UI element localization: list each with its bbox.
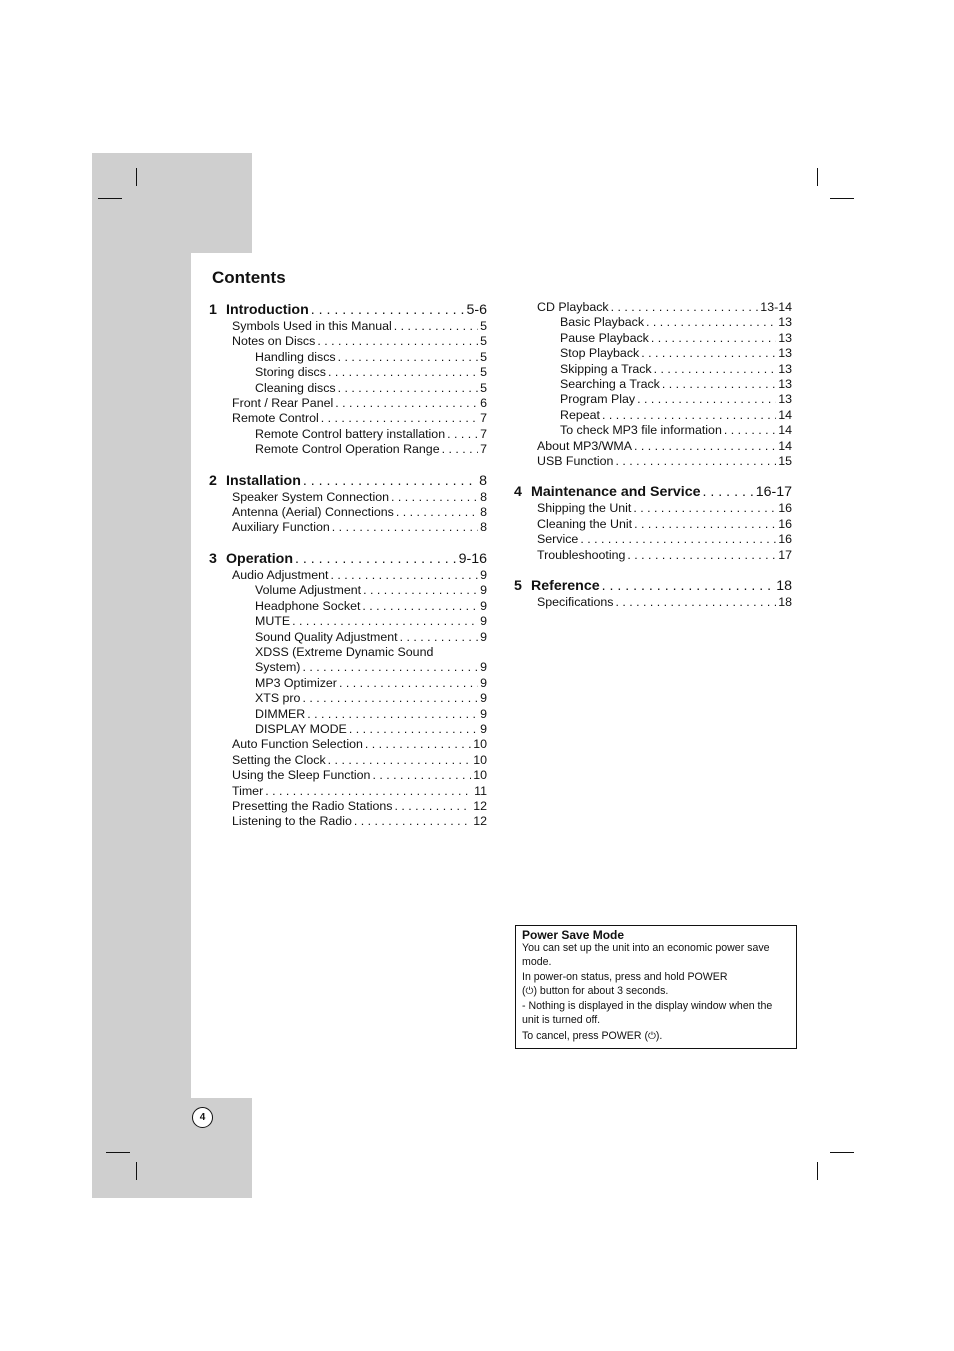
toc-page-number: 7 — [480, 411, 487, 426]
toc-entry-label: System) — [255, 660, 301, 675]
toc-section-number: 1 — [209, 302, 217, 318]
toc-entry-label: Notes on Discs — [232, 334, 316, 349]
toc-page-number: 5-6 — [466, 302, 487, 318]
toc-page-number: 9 — [480, 583, 487, 598]
toc-entry-label: Specifications — [537, 595, 614, 610]
toc-leader-dots — [302, 691, 478, 706]
toc-page-number: 5 — [480, 365, 487, 380]
toc-page-number: 5 — [480, 380, 487, 395]
toc-entry — [209, 645, 487, 660]
toc-leader-dots — [394, 319, 478, 334]
gray-margin-side — [92, 253, 191, 1098]
toc-page-number: 13 — [778, 377, 792, 392]
toc-entry — [514, 408, 792, 423]
toc-page-number: 9 — [480, 675, 487, 690]
toc-entry — [209, 319, 487, 334]
note-paragraph: - Nothing is displayed in the display window when the unit is turned off. — [522, 1000, 773, 1026]
toc-entry-label: Troubleshooting — [537, 547, 626, 562]
toc-section-heading — [514, 483, 792, 501]
page-number: 4 — [192, 1107, 213, 1128]
toc-entry — [514, 377, 792, 392]
toc-page-number: 15 — [778, 454, 792, 469]
toc-leader-dots — [321, 411, 478, 426]
toc-leader-dots — [363, 583, 478, 598]
toc-entry — [209, 520, 487, 535]
toc-entry-label: CD Playback — [537, 300, 609, 314]
toc-page-number: 14 — [778, 407, 792, 422]
toc-entry-label: Installation — [226, 472, 301, 489]
toc-entry-label: DISPLAY MODE — [255, 721, 347, 736]
toc-page-number: 9 — [480, 721, 487, 736]
toc-leader-dots — [311, 301, 465, 319]
toc-entry — [209, 396, 487, 411]
toc-leader-dots — [396, 505, 478, 520]
toc-leader-dots — [328, 753, 472, 768]
toc-entry — [209, 505, 487, 520]
toc-left-column — [209, 301, 487, 830]
crop-mark — [136, 168, 137, 186]
toc-leader-dots — [654, 362, 777, 377]
toc-leader-dots — [307, 707, 478, 722]
toc-entry-label: Pause Playback — [560, 330, 649, 345]
toc-page-number: 7 — [480, 426, 487, 441]
toc-leader-dots — [634, 439, 776, 454]
toc-entry-label: Handling discs — [255, 349, 336, 364]
toc-page-number: 11 — [474, 783, 487, 798]
toc-page-number: 12 — [473, 798, 487, 813]
crop-mark — [136, 1162, 137, 1180]
toc-entry-label: Symbols Used in this Manual — [232, 319, 392, 333]
crop-mark — [830, 1152, 854, 1153]
toc-leader-dots — [295, 550, 457, 568]
toc-leader-dots — [627, 548, 776, 563]
toc-page-number: 10 — [473, 737, 487, 752]
toc-section-heading — [209, 472, 487, 490]
toc-entry-label: MP3 Optimizer — [255, 675, 337, 690]
toc-leader-dots — [265, 784, 472, 799]
toc-entry — [209, 614, 487, 629]
toc-section-number: 2 — [209, 472, 217, 489]
toc-entry-label: Front / Rear Panel — [232, 396, 334, 411]
toc-page-number: 14 — [778, 423, 792, 438]
power-icon: ⏻ — [525, 985, 534, 997]
toc-section-heading — [514, 577, 792, 595]
toc-page-number: 9 — [480, 691, 487, 706]
toc-leader-dots — [292, 614, 478, 629]
toc-page-number: 13 — [778, 361, 792, 376]
toc-page-number: 8 — [480, 505, 487, 520]
toc-entry-label: Auxiliary Function — [232, 520, 330, 535]
toc-entry-label: To check MP3 file information — [560, 423, 722, 438]
toc-entry-label: Timer — [232, 783, 264, 798]
toc-leader-dots — [362, 599, 478, 614]
toc-leader-dots — [615, 454, 776, 469]
toc-entry-label: XTS pro — [255, 691, 301, 706]
toc-entry — [514, 392, 792, 407]
toc-entry-label: Shipping the Unit — [537, 501, 632, 516]
toc-leader-dots — [395, 799, 472, 814]
toc-page-number: 13 — [778, 315, 792, 330]
toc-entry — [209, 490, 487, 505]
crop-mark — [830, 198, 854, 199]
toc-entry-label: Remote Control Operation Range — [255, 442, 440, 457]
power-icon: ⏻ — [647, 1030, 656, 1042]
toc-entry — [209, 814, 487, 829]
toc-entry-label: Antenna (Aerial) Connections — [232, 505, 394, 520]
crop-mark — [817, 168, 818, 186]
toc-leader-dots — [633, 501, 776, 516]
toc-entry-label: XDSS (Extreme Dynamic Sound — [255, 644, 434, 659]
toc-leader-dots — [641, 346, 776, 361]
toc-leader-dots — [615, 595, 776, 610]
toc-page-number: 9 — [480, 598, 487, 613]
toc-entry — [514, 300, 792, 315]
toc-leader-dots — [354, 814, 471, 829]
toc-entry-label: DIMMER — [255, 706, 306, 721]
gray-margin-top — [92, 153, 252, 253]
toc-entry — [209, 568, 487, 583]
page-title: Contents — [212, 268, 286, 287]
toc-page-number: 9 — [480, 567, 487, 582]
toc-leader-dots — [330, 568, 478, 583]
toc-page-number: 10 — [473, 768, 487, 783]
toc-entry — [514, 423, 792, 438]
toc-entry-label: Volume Adjustment — [255, 583, 362, 598]
toc-section-number: 4 — [514, 484, 522, 501]
toc-entry-label: Cleaning the Unit — [537, 516, 633, 531]
toc-entry — [209, 350, 487, 365]
toc-entry — [209, 753, 487, 768]
toc-entry — [209, 365, 487, 380]
toc-entry-label: Reference — [531, 578, 600, 595]
toc-page-number: 9 — [480, 706, 487, 721]
toc-page-number: 8 — [480, 489, 487, 504]
note-heading: Power Save Mode — [522, 928, 625, 942]
toc-leader-dots — [602, 577, 775, 595]
toc-entry — [209, 737, 487, 752]
toc-page-number: 18 — [778, 595, 792, 610]
toc-leader-dots — [442, 442, 479, 457]
toc-page-number: 9 — [480, 660, 487, 675]
gray-margin-bottom — [92, 1098, 252, 1198]
toc-entry — [514, 315, 792, 330]
note-paragraph: You can set up the unit into an economic power save mode. — [522, 942, 770, 968]
toc-entry — [209, 427, 487, 442]
toc-entry-label: Presetting the Radio Stations — [232, 798, 393, 813]
toc-page-number: 13 — [778, 346, 792, 361]
toc-entry-label: Cleaning discs — [255, 380, 336, 395]
toc-page-number: 13 — [778, 392, 792, 407]
toc-page-number: 10 — [473, 752, 487, 767]
toc-entry — [209, 334, 487, 349]
toc-entry-label: Searching a Track — [560, 377, 660, 392]
toc-entry — [209, 630, 487, 645]
toc-entry — [209, 442, 487, 457]
toc-entry-label: MUTE — [255, 614, 291, 629]
toc-leader-dots — [338, 350, 479, 365]
toc-leader-dots — [662, 377, 776, 392]
toc-entry-label: Program Play — [560, 392, 636, 407]
toc-leader-dots — [580, 532, 776, 547]
toc-entry-label: Sound Quality Adjustment — [255, 629, 398, 644]
toc-entry-label: Stop Playback — [560, 346, 640, 361]
toc-page-number: 9 — [480, 614, 487, 629]
toc-leader-dots — [302, 660, 478, 675]
toc-page-number: 6 — [480, 396, 487, 411]
toc-entry-label: Basic Playback — [560, 315, 645, 330]
toc-entry — [209, 707, 487, 722]
toc-entry — [209, 599, 487, 614]
toc-page-number: 5 — [480, 349, 487, 364]
toc-leader-dots — [391, 490, 478, 505]
toc-leader-dots — [400, 630, 479, 645]
toc-page-number: 13 — [778, 330, 792, 345]
toc-entry — [209, 676, 487, 691]
toc-leader-dots — [651, 331, 776, 346]
toc-entry — [209, 691, 487, 706]
toc-page-number: 5 — [480, 319, 487, 333]
toc-entry-label: Introduction — [226, 302, 309, 318]
toc-entry-label: Audio Adjustment — [232, 567, 329, 582]
toc-leader-dots — [634, 517, 776, 532]
toc-entry — [209, 722, 487, 737]
toc-entry-label: Auto Function Selection — [232, 737, 363, 752]
toc-leader-dots — [611, 300, 759, 315]
toc-leader-dots — [335, 396, 478, 411]
toc-section-heading — [209, 550, 487, 568]
toc-page-number: 18 — [776, 578, 792, 595]
toc-page-number: 13-14 — [760, 300, 792, 314]
toc-entry-label: USB Function — [537, 454, 614, 469]
toc-page-number: 14 — [778, 438, 792, 453]
toc-page-number: 16 — [778, 532, 792, 547]
toc-page-number: 8 — [480, 520, 487, 535]
toc-leader-dots — [637, 392, 776, 407]
note-paragraph: To cancel, press POWER (⏻). — [522, 1029, 663, 1042]
toc-leader-dots — [602, 408, 776, 423]
toc-page-number: 7 — [480, 442, 487, 457]
toc-entry-label: Maintenance and Service — [531, 484, 701, 501]
toc-leader-dots — [372, 768, 471, 783]
toc-leader-dots — [338, 381, 479, 396]
toc-entry — [209, 583, 487, 598]
toc-entry-label: Listening to the Radio — [232, 814, 352, 829]
toc-entry — [514, 501, 792, 516]
toc-entry-label: Operation — [226, 550, 294, 567]
toc-entry — [209, 784, 487, 799]
toc-section-number: 3 — [209, 550, 217, 567]
toc-entry-label: Speaker System Connection — [232, 489, 390, 504]
crop-mark — [98, 198, 122, 199]
toc-page-number: 17 — [778, 547, 792, 562]
toc-entry-label: Storing discs — [255, 365, 326, 380]
toc-entry — [514, 532, 792, 547]
toc-entry-label: Remote Control — [232, 411, 319, 426]
toc-leader-dots — [365, 737, 471, 752]
toc-entry — [209, 660, 487, 675]
toc-entry-label: Headphone Socket — [255, 598, 361, 613]
toc-entry — [514, 454, 792, 469]
toc-entry — [514, 331, 792, 346]
toc-page-number: 9-16 — [458, 550, 487, 567]
toc-leader-dots — [339, 676, 478, 691]
toc-entry-label: Setting the Clock — [232, 752, 326, 767]
toc-page-number: 12 — [473, 814, 487, 829]
toc-entry-label: Remote Control battery installation — [255, 426, 446, 441]
note-paragraph: In power-on status, press and hold POWER (⏻) button for about 3 seconds. — [522, 971, 728, 997]
toc-entry — [209, 411, 487, 426]
toc-page-number: 9 — [480, 629, 487, 644]
toc-entry — [514, 439, 792, 454]
toc-entry — [514, 548, 792, 563]
toc-entry — [514, 595, 792, 610]
toc-leader-dots — [332, 520, 478, 535]
toc-leader-dots — [349, 722, 478, 737]
toc-page-number: 8 — [479, 472, 487, 489]
toc-leader-dots — [724, 423, 776, 438]
toc-entry — [514, 517, 792, 532]
toc-page-number: 16-17 — [755, 484, 792, 501]
toc-page-number: 16 — [778, 501, 792, 516]
toc-entry-label: About MP3/WMA — [537, 438, 633, 453]
toc-entry-label: Service — [537, 532, 579, 547]
toc-leader-dots — [317, 334, 478, 349]
toc-right-column — [514, 300, 792, 611]
toc-entry — [209, 768, 487, 783]
toc-leader-dots — [447, 427, 478, 442]
crop-mark — [106, 1152, 130, 1153]
toc-entry — [209, 799, 487, 814]
toc-leader-dots — [646, 315, 776, 330]
toc-page-number: 5 — [480, 334, 487, 349]
toc-leader-dots — [303, 472, 477, 490]
crop-mark — [817, 1162, 818, 1180]
toc-section-number: 5 — [514, 578, 522, 595]
toc-entry — [209, 381, 487, 396]
power-save-note — [515, 925, 797, 1049]
toc-leader-dots — [703, 483, 754, 501]
toc-entry — [514, 346, 792, 361]
toc-entry-label: Repeat — [560, 407, 600, 422]
toc-entry-label: Skipping a Track — [560, 361, 652, 376]
toc-entry — [514, 362, 792, 377]
toc-page-number: 16 — [778, 516, 792, 531]
toc-leader-dots — [328, 365, 478, 380]
toc-section-heading — [209, 301, 487, 319]
toc-entry-label: Using the Sleep Function — [232, 768, 371, 783]
